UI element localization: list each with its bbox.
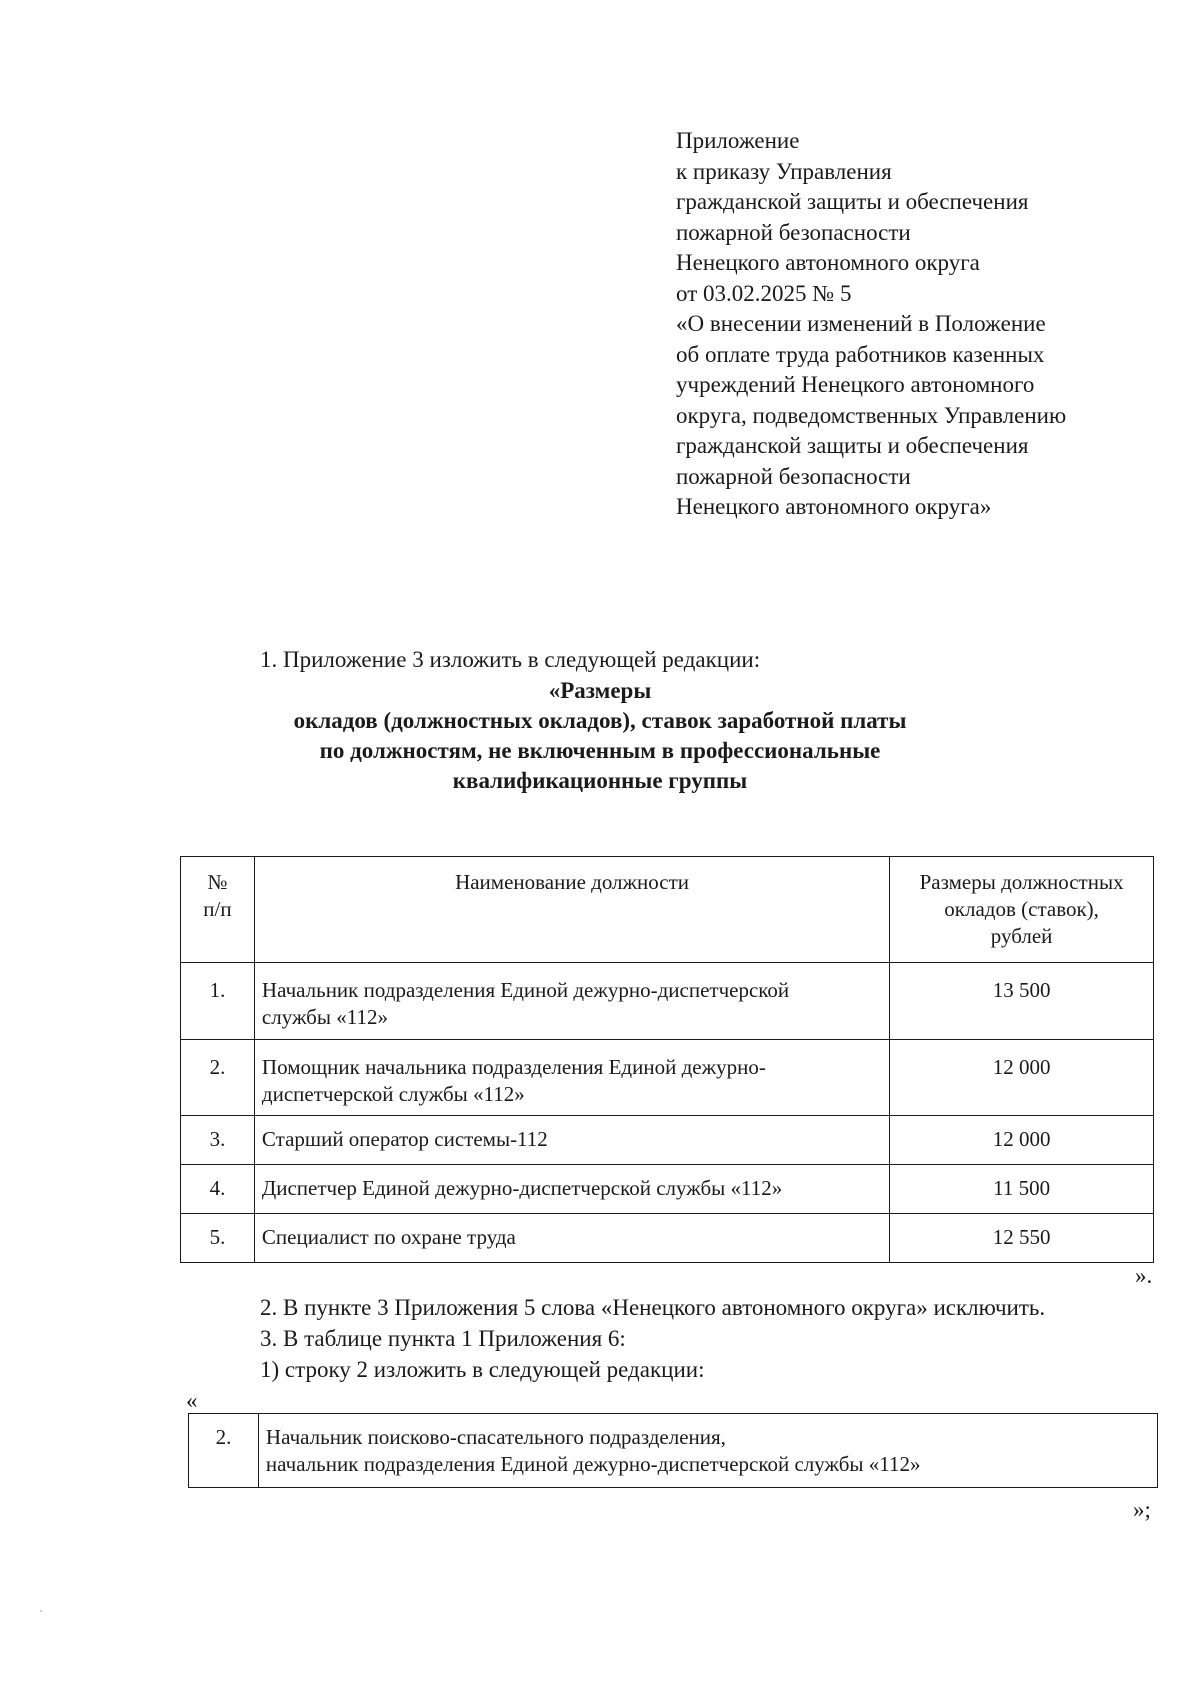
table-row	[189, 1414, 1158, 1488]
item-3: 3. В таблице пункта 1 Приложения 6:	[260, 1326, 626, 1351]
row-name	[254, 963, 889, 1040]
row-num: 3.	[181, 1116, 255, 1165]
header-line: от 03.02.2025 № 5	[676, 280, 852, 306]
header-num	[181, 857, 255, 963]
table-header-row	[181, 857, 1154, 963]
item-2: 2. В пункте 3 Приложения 5 слова «Ненецкого автономного округа» исключить.	[260, 1295, 1046, 1320]
row-name-line: службы «112»	[261, 1005, 388, 1029]
header-name-text: Наименование должности	[455, 870, 690, 894]
header-line: Ненецкого автономного округа	[676, 250, 980, 275]
table-row	[181, 963, 1154, 1040]
row-num: 4.	[181, 1165, 255, 1214]
closing-quote: ».	[1135, 1263, 1153, 1288]
header-line: пожарной безопасности	[676, 219, 911, 245]
salary-table	[180, 856, 1154, 1263]
item-3-1: 1) строку 2 изложить в следующей редакции:	[260, 1357, 705, 1382]
header-line: «О внесении изменений в Положение	[676, 311, 1046, 336]
header-line: Приложение	[676, 128, 800, 153]
table-title-line: окладов (должностных окладов), ставок заработной платы	[293, 708, 907, 733]
header-line: гражданской защиты и обеспечения	[676, 189, 1029, 214]
section1-intro: 1. Приложение 3 изложить в следующей редакции:	[260, 647, 761, 672]
row-name: Старший оператор системы-112	[254, 1116, 889, 1165]
appendix-header	[676, 126, 1176, 523]
replacement-row-table	[188, 1413, 1158, 1488]
table-row	[181, 1165, 1154, 1214]
row-name-line: Помощник начальника подразделения Единой дежурно-	[261, 1055, 766, 1079]
header-line: округа, подведомственных Управлению	[676, 402, 1067, 428]
row-value: 13 500	[890, 963, 1154, 1040]
row-name-line: Начальник поисково-спасательного подразделения,	[265, 1425, 726, 1449]
header-num-line2: п/п	[203, 897, 232, 921]
row-value: 12 550	[890, 1214, 1154, 1263]
opening-quote: «	[186, 1388, 198, 1413]
row-name: Диспетчер Единой дежурно-диспетчерской службы «112»	[254, 1165, 889, 1214]
header-line: гражданской защиты и обеспечения	[676, 433, 1029, 458]
row-num: 2.	[189, 1414, 259, 1488]
row-num: 2.	[181, 1040, 255, 1116]
table-title-line: «Размеры	[548, 678, 652, 703]
table-row	[181, 1116, 1154, 1165]
header-value-line3: рублей	[990, 924, 1053, 948]
row-num: 1.	[181, 963, 255, 1040]
row-name-line: Начальник подразделения Единой дежурно-диспетчерской	[261, 978, 790, 1002]
row-name-line: диспетчерской службы «112»	[261, 1082, 525, 1106]
row-name	[254, 1040, 889, 1116]
header-value	[890, 857, 1154, 963]
header-value-line1: Размеры должностных	[919, 870, 1124, 894]
header-line: к приказу Управления	[676, 158, 892, 184]
header-line: Ненецкого автономного округа»	[676, 494, 992, 519]
header-name	[254, 857, 889, 963]
header-num-line1: №	[207, 870, 228, 894]
table-title-line: по должностям, не включенным в профессиональные	[319, 738, 881, 763]
header-line: учреждений Ненецкого автономного	[676, 372, 1035, 397]
scan-artifact	[40, 1610, 42, 1612]
row-value: 11 500	[890, 1165, 1154, 1214]
table-title-line: квалификационные группы	[452, 768, 748, 793]
header-line: пожарной безопасности	[676, 463, 911, 489]
row-num: 5.	[181, 1214, 255, 1263]
closing-quote: »;	[1133, 1497, 1151, 1522]
row-value: 12 000	[890, 1040, 1154, 1116]
row-name	[258, 1414, 1157, 1488]
row-name: Специалист по охране труда	[254, 1214, 889, 1263]
row-name-line: начальник подразделения Единой дежурно-диспетчерской службы «112»	[265, 1452, 921, 1476]
header-value-line2: окладов (ставок),	[944, 897, 1099, 921]
table-row	[181, 1214, 1154, 1263]
table-row	[181, 1040, 1154, 1116]
row-value: 12 000	[890, 1116, 1154, 1165]
header-line: об оплате труда работников казенных	[676, 341, 1045, 367]
